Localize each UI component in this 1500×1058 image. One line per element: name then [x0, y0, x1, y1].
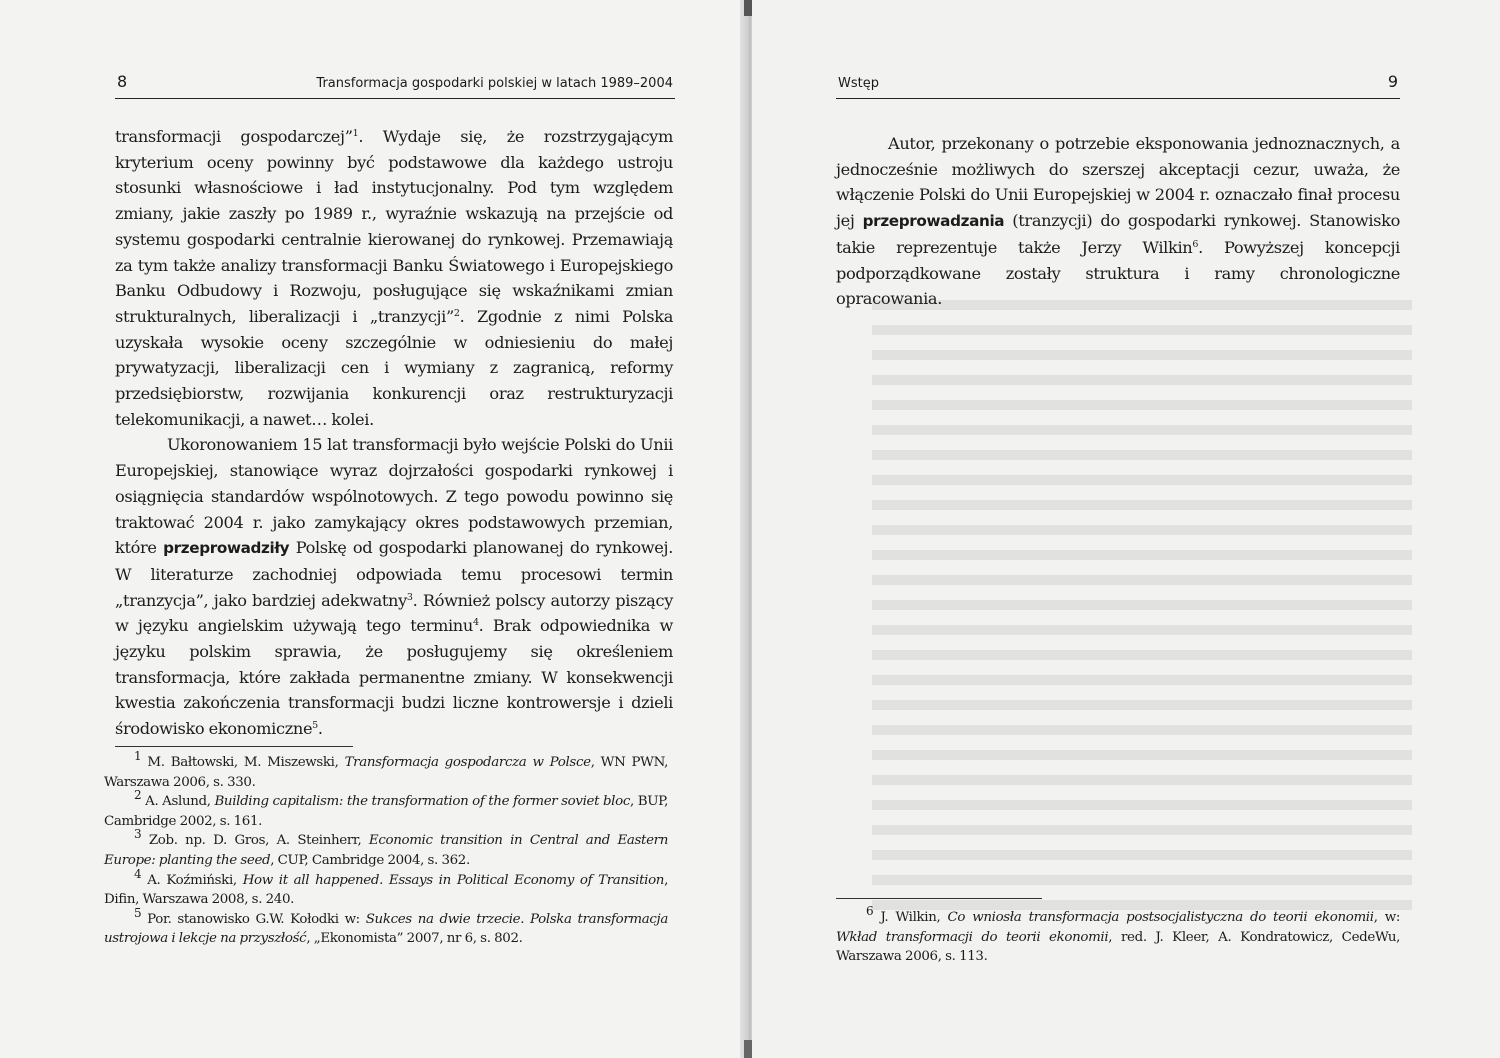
page-number: 9 [1387, 72, 1398, 91]
footnote-ref: 1 [352, 128, 359, 139]
running-title: Transformacja gospodarki polskiej w latach 1989–2004 [316, 76, 673, 91]
running-head-right [836, 70, 1400, 99]
running-title: Wstęp [838, 76, 879, 91]
paragraph: Ukoronowaniem 15 lat transformacji było wejście Polski do Unii Europejskiej, stanowiące wyraz dojrzałości gospodarki rynkowej i osiągnięcia standardów wspólnotowych. Z tego powodu powinno się traktować 2004 r. jako zamykający okres podstawowych przemian, które przeprowadziły Polskę od gospodarki planowanej do rynkowej. W literaturze zachodniej odpowiada temu procesowi termin „tranzycja”, jako bardziej adekwatny$^3$. Również polscy autorzy piszący w języku angielskim używają tego terminu$^4$. Brak odpowiednika w języku polskim sprawia, że posługujemy się określeniem transformacja, które zakłada permanentne zmiany. W konsekwencji kwestia zakończenia transformacji budzi liczne kontrowersje i dzieli środowisko ekonomiczne$^5$. [115, 435, 673, 739]
footnote-separator [836, 898, 1042, 899]
footnotes-left [104, 749, 668, 949]
footnote: $^2$ A. Aslund, Building capitalism: the transformation of the former soviet bloc, BUP, Cambridge 2002, s. 161. [104, 788, 668, 829]
paragraph: transformacji gospodarczej”$^1$. Wydaje się, że rozstrzygającym kryterium oceny powinny być podstawowe dla każdego ustroju stosunki własnościowe i ład instytucjonalny. Pod tym względem zmiany, jakie zaszły po 1989 r., wyraźnie wskazują na przejście od systemu gospodarki centralnie kierowanej do rynkowej. Przemawiają za tym także analizy transformacji Banku Światowego i Europejskiego Banku Odbudowy i Rozwoju, posługujące się wskaźnikami zmian strukturalnych, liberalizacji i „tranzycji”$^2$. Zgodnie z nimi Polska uzyskała wysokie oceny szczególnie w odniesieniu do małej prywatyzacji, liberalizacji cen i wymiany z zagranicą, reformy przedsiębiorstw, rozwijania konkurencji oraz restrukturyzacji telekomunikacji, a nawet… kolei. [115, 127, 673, 429]
footnote-ref: 5 [312, 720, 318, 732]
footnotes-right [836, 904, 1401, 967]
bold-term: przeprowadziły [163, 539, 290, 558]
left-page [0, 0, 748, 1058]
body-text-left [115, 124, 673, 742]
footnote: $^5$ Por. stanowisko G.W. Kołodki w: Sukces na dwie trzecie. Polska transformacja ustrojowa i lekcje na przyszłość, „Ekonomista” 2007, nr 6, s. 802. [104, 905, 668, 947]
footnote-ref: 2 [453, 307, 460, 319]
bold-term: przeprowadzania [862, 212, 1005, 231]
footnote-ref: 4 [472, 617, 479, 629]
running-head-left [115, 70, 675, 99]
page-number: 8 [117, 72, 128, 91]
footnote-ref: 6 [1192, 238, 1199, 250]
footnote: $^4$ A. Koźmiński, How it all happened. Essays in Political Economy of Transition, Difin, Warszawa 2008, s. 240. [104, 866, 668, 908]
show-through-text [872, 300, 1412, 920]
body-text-right [836, 131, 1400, 312]
right-page [752, 0, 1500, 1058]
footnote: $^1$ M. Bałtowski, M. Miszewski, Transformacja gospodarcza w Polsce, WN PWN, Warszawa 2006, s. 330. [104, 749, 668, 790]
footnote-separator [115, 746, 353, 747]
footnote: $^3$ Zob. np. D. Gros, A. Steinherr, Economic transition in Central and Eastern Europe: planting the seed, CUP, Cambridge 2004, s. 362. [104, 827, 668, 868]
footnote: $^6$ J. Wilkin, Co wniosła transformacja postsocjalistyczna do teorii ekonomii, w: Wkład transformacji do teorii ekonomii, red. J. Kleer, A. Kondratowicz, CedeWu, Warszawa 2006, s. 113. [836, 904, 1401, 965]
paragraph: Autor, przekonany o potrzebie eksponowania jednoznacznych, a jednocześnie możliwych do szerszej akceptacji cezur, uważa, że włączenie Polski do Unii Europejskiej w 2004 r. oznaczało finał procesu jej przeprowadzania (tranzycji) do gospodarki rynkowej. Stanowisko takie reprezentuje także Jerzy Wilkin$^6$. Powyższej koncepcji podporządkowane zostały struktura i ramy chronologiczne opracowania. [836, 134, 1400, 309]
footnote-ref: 3 [406, 591, 413, 603]
